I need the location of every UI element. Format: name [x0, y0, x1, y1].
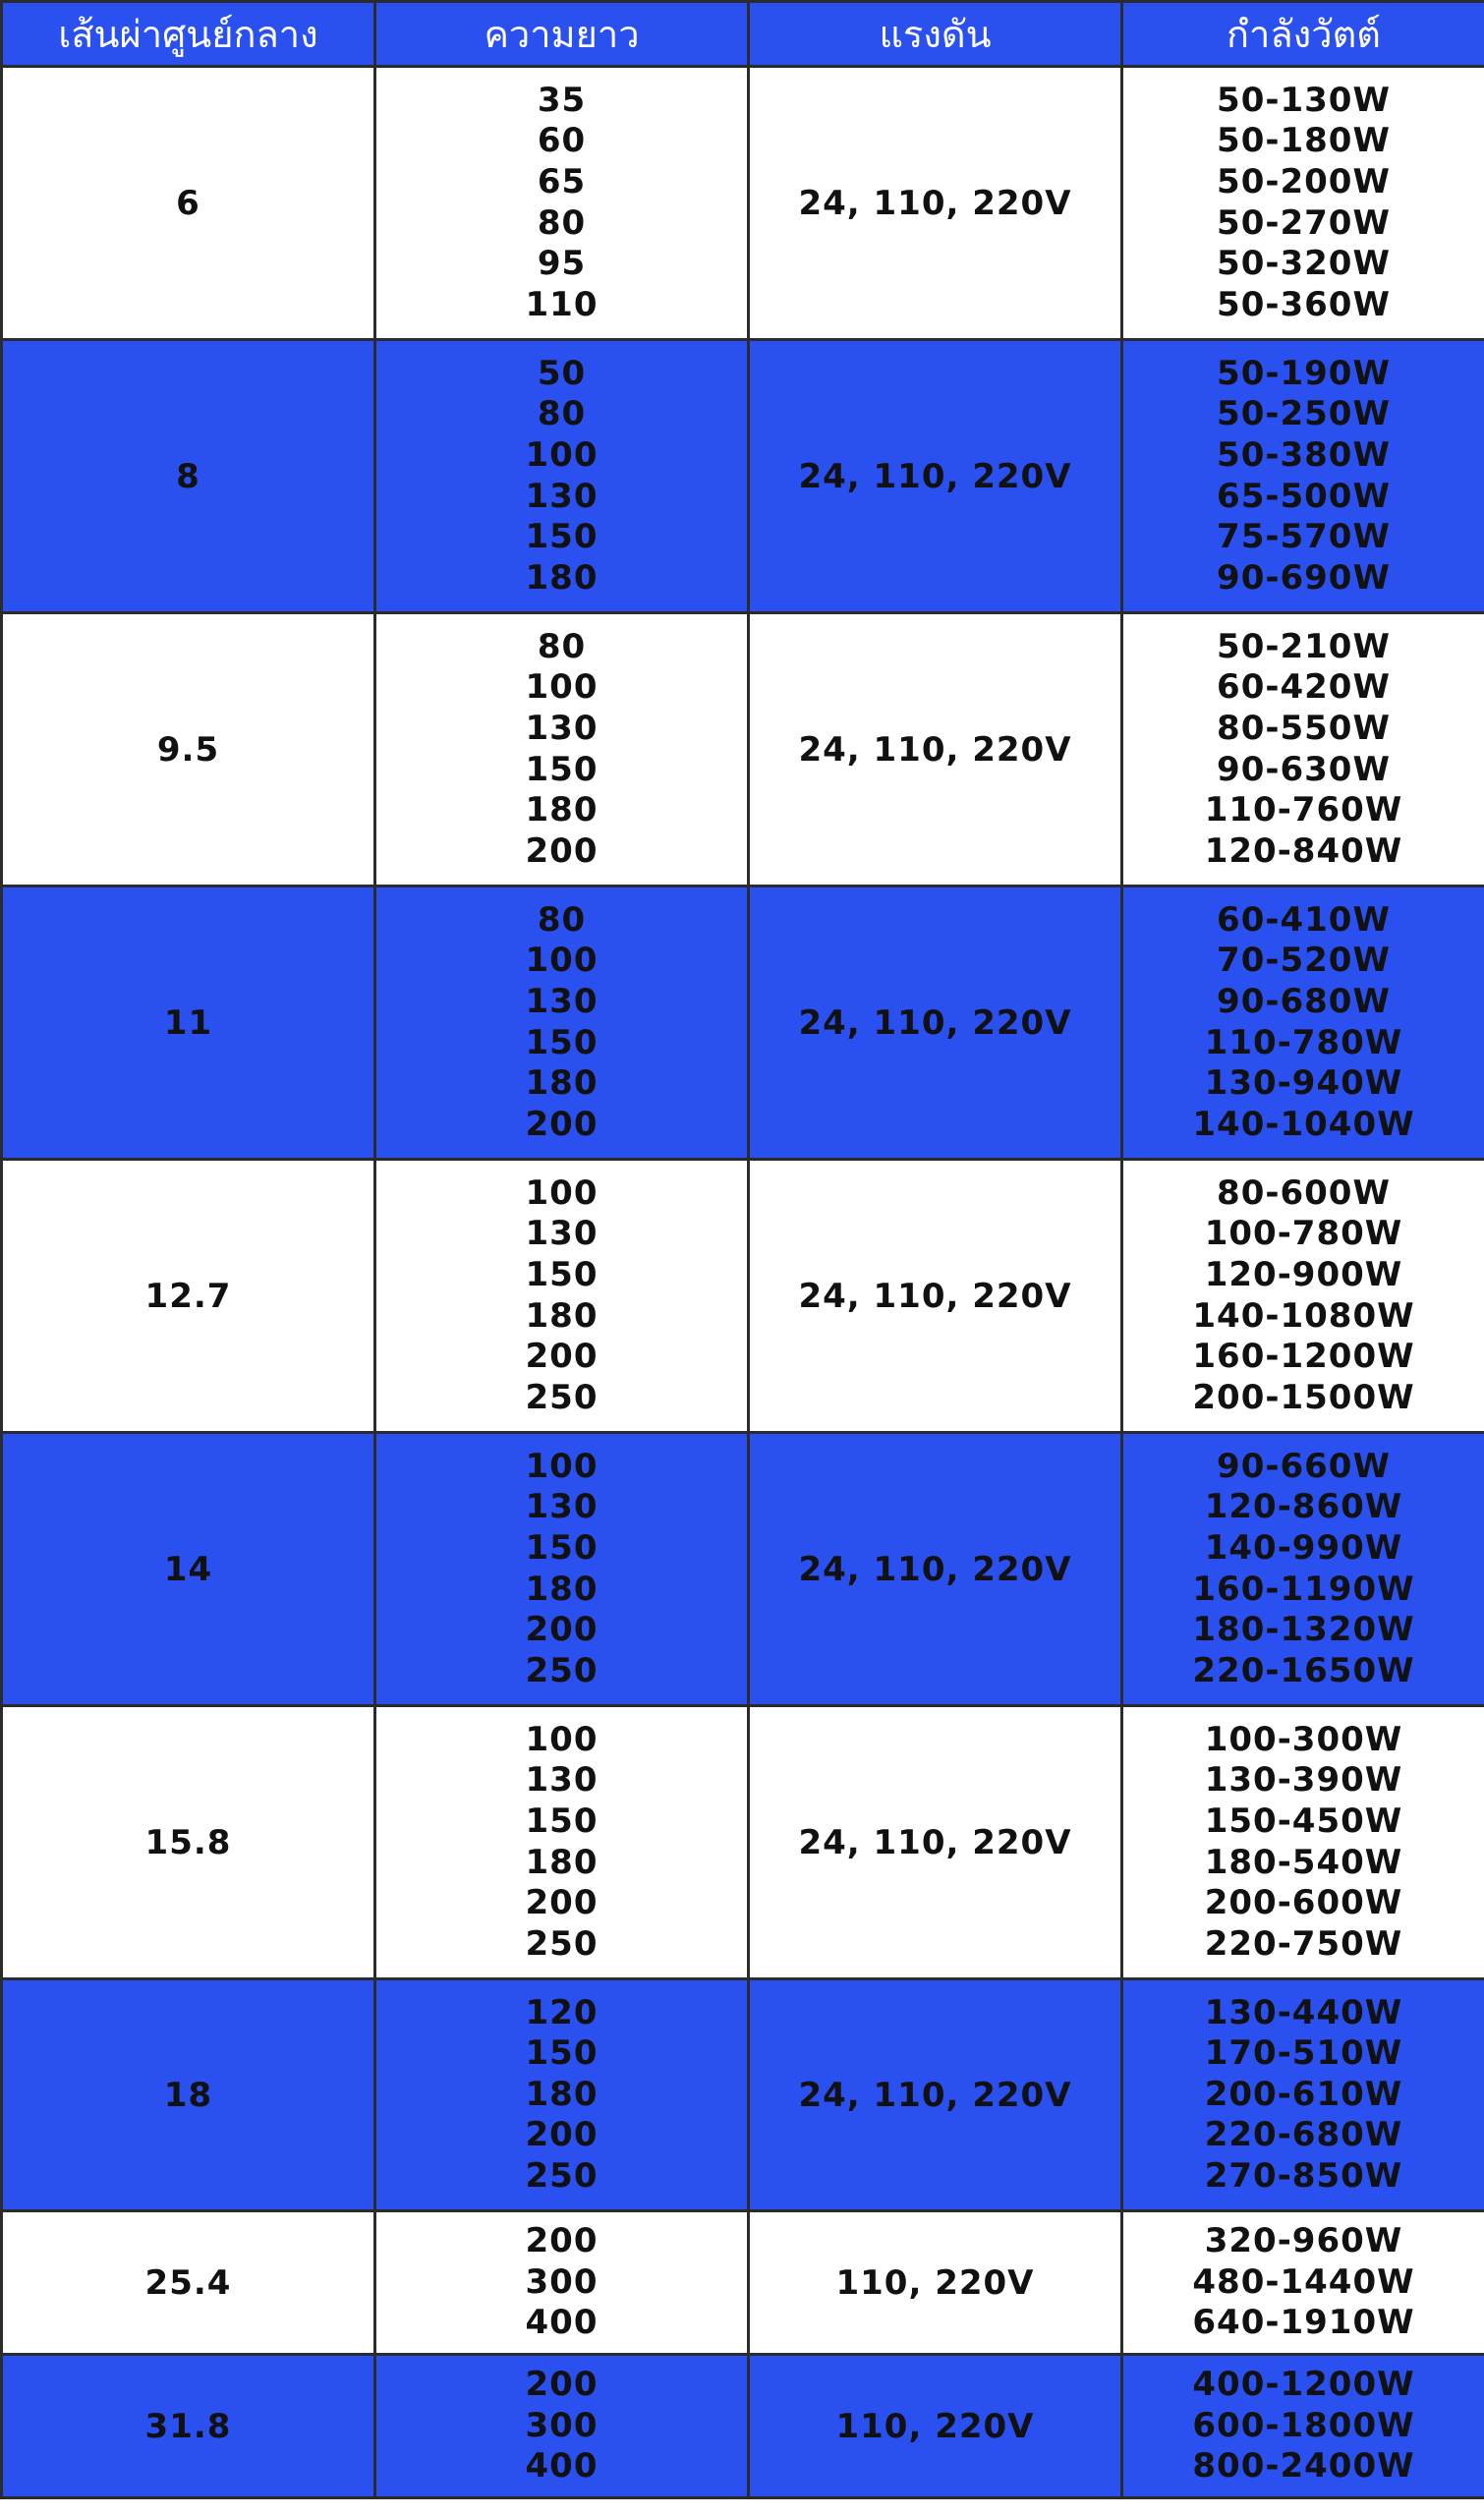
- wattage-value: 220-1650W: [1192, 1650, 1415, 1690]
- diameter-cell: 18: [2, 1979, 375, 2211]
- length-value: 150: [525, 517, 599, 557]
- wattage-value: 200-1500W: [1192, 1377, 1415, 1417]
- length-value: 150: [525, 1254, 599, 1294]
- wattage-value: 50-380W: [1217, 434, 1391, 475]
- length-value: 200: [525, 830, 599, 871]
- length-cell: [375, 1160, 749, 1433]
- diameter-cell: 8: [2, 340, 375, 613]
- table-row: [2, 2211, 1484, 2355]
- length-value: 250: [525, 1650, 599, 1690]
- header-wattage: กำลังวัตต์: [1122, 2, 1484, 67]
- table-body: [2, 67, 1484, 2498]
- wattage-cell: [1122, 1979, 1484, 2211]
- wattage-value: 180-540W: [1204, 1842, 1403, 1882]
- length-value: 200: [525, 1610, 599, 1650]
- wattage-value: 90-660W: [1217, 1446, 1391, 1486]
- voltage-cell: 24, 110, 220V: [749, 1160, 1122, 1433]
- length-value: 100: [525, 667, 599, 708]
- wattage-value: 320-960W: [1204, 2221, 1403, 2261]
- wattage-value: 90-680W: [1217, 981, 1391, 1021]
- length-value: 130: [525, 476, 599, 516]
- wattage-value: 220-680W: [1204, 2115, 1403, 2155]
- header-length: ความยาว: [375, 2, 749, 67]
- wattage-value: 180-1320W: [1192, 1610, 1415, 1650]
- wattage-value: 100-780W: [1204, 1214, 1403, 1254]
- wattage-cell: [1122, 67, 1484, 340]
- diameter-cell: 25.4: [2, 2211, 375, 2355]
- length-cell: [375, 1979, 749, 2211]
- table-row: [2, 1160, 1484, 1433]
- wattage-value: 100-300W: [1204, 1719, 1403, 1759]
- length-value: 200: [525, 2365, 599, 2405]
- voltage-cell: 24, 110, 220V: [749, 1433, 1122, 1706]
- length-value: 150: [525, 1527, 599, 1568]
- length-value: 130: [525, 708, 599, 748]
- wattage-value: 50-200W: [1217, 161, 1391, 201]
- wattage-cell: [1122, 2211, 1484, 2355]
- length-value: 300: [525, 2405, 599, 2445]
- length-cell: [375, 67, 749, 340]
- length-cell: [375, 340, 749, 613]
- wattage-value: 150-450W: [1204, 1801, 1403, 1841]
- length-cell: [375, 613, 749, 886]
- header-voltage: แรงดัน: [749, 2, 1122, 67]
- voltage-cell: 24, 110, 220V: [749, 340, 1122, 613]
- length-value: 100: [525, 434, 599, 475]
- length-value: 200: [525, 1104, 599, 1144]
- length-value: 65: [537, 161, 587, 201]
- length-value: 400: [525, 2303, 599, 2343]
- voltage-cell: 110, 220V: [749, 2355, 1122, 2498]
- wattage-value: 800-2400W: [1192, 2446, 1415, 2487]
- length-value: 180: [525, 1295, 599, 1336]
- length-value: 130: [525, 1214, 599, 1254]
- wattage-value: 120-900W: [1204, 1254, 1403, 1294]
- table-row: [2, 340, 1484, 613]
- wattage-value: 640-1910W: [1192, 2303, 1415, 2343]
- length-value: 180: [525, 1063, 599, 1104]
- wattage-value: 50-250W: [1217, 394, 1391, 434]
- length-value: 200: [525, 1883, 599, 1923]
- wattage-cell: [1122, 613, 1484, 886]
- voltage-cell: 110, 220V: [749, 2211, 1122, 2355]
- length-value: 60: [537, 121, 587, 161]
- wattage-value: 170-510W: [1204, 2033, 1403, 2074]
- wattage-value: 80-600W: [1217, 1172, 1391, 1213]
- wattage-cell: [1122, 340, 1484, 613]
- table-header-row: [2, 2, 1484, 67]
- wattage-value: 65-500W: [1217, 476, 1391, 516]
- wattage-value: 160-1200W: [1192, 1337, 1415, 1377]
- wattage-value: 60-420W: [1217, 667, 1391, 708]
- voltage-cell: 24, 110, 220V: [749, 886, 1122, 1160]
- wattage-value: 90-630W: [1217, 749, 1391, 789]
- wattage-cell: [1122, 1160, 1484, 1433]
- length-value: 180: [525, 790, 599, 830]
- table-row: [2, 67, 1484, 340]
- length-cell: [375, 1433, 749, 1706]
- length-value: 150: [525, 1022, 599, 1062]
- wattage-value: 50-210W: [1217, 626, 1391, 666]
- wattage-cell: [1122, 1433, 1484, 1706]
- voltage-cell: 24, 110, 220V: [749, 1706, 1122, 1979]
- length-value: 100: [525, 1172, 599, 1213]
- length-value: 250: [525, 2155, 599, 2196]
- length-value: 80: [537, 202, 587, 243]
- diameter-cell: 6: [2, 67, 375, 340]
- length-value: 95: [537, 244, 587, 284]
- wattage-value: 130-440W: [1204, 1992, 1403, 2032]
- wattage-value: 50-270W: [1217, 202, 1391, 243]
- wattage-value: 60-410W: [1217, 899, 1391, 940]
- length-value: 100: [525, 1446, 599, 1486]
- wattage-value: 600-1800W: [1192, 2405, 1415, 2445]
- wattage-value: 50-320W: [1217, 244, 1391, 284]
- table-row: [2, 613, 1484, 886]
- wattage-value: 200-610W: [1204, 2074, 1403, 2114]
- wattage-value: 110-760W: [1204, 790, 1403, 830]
- wattage-value: 90-690W: [1217, 557, 1391, 598]
- length-value: 100: [525, 1719, 599, 1759]
- wattage-value: 75-570W: [1217, 517, 1391, 557]
- length-value: 150: [525, 749, 599, 789]
- length-value: 200: [525, 2115, 599, 2155]
- wattage-value: 120-840W: [1204, 830, 1403, 871]
- wattage-value: 130-940W: [1204, 1063, 1403, 1104]
- wattage-value: 400-1200W: [1192, 2365, 1415, 2405]
- wattage-value: 80-550W: [1217, 708, 1391, 748]
- length-value: 250: [525, 1377, 599, 1417]
- length-cell: [375, 2211, 749, 2355]
- wattage-cell: [1122, 2355, 1484, 2498]
- wattage-value: 140-1040W: [1192, 1104, 1415, 1144]
- wattage-value: 120-860W: [1204, 1487, 1403, 1527]
- wattage-value: 200-600W: [1204, 1883, 1403, 1923]
- wattage-value: 50-360W: [1217, 284, 1391, 324]
- diameter-cell: 14: [2, 1433, 375, 1706]
- length-value: 130: [525, 1487, 599, 1527]
- voltage-cell: 24, 110, 220V: [749, 67, 1122, 340]
- diameter-cell: 11: [2, 886, 375, 1160]
- wattage-value: 140-1080W: [1192, 1295, 1415, 1336]
- length-value: 150: [525, 2033, 599, 2074]
- length-value: 50: [537, 353, 587, 393]
- length-value: 130: [525, 1760, 599, 1801]
- diameter-cell: 31.8: [2, 2355, 375, 2498]
- wattage-value: 50-180W: [1217, 121, 1391, 161]
- length-value: 400: [525, 2446, 599, 2487]
- length-cell: [375, 1706, 749, 1979]
- table-row: [2, 1433, 1484, 1706]
- length-value: 180: [525, 1569, 599, 1609]
- length-value: 110: [525, 284, 599, 324]
- diameter-cell: 9.5: [2, 613, 375, 886]
- length-value: 35: [537, 80, 587, 120]
- wattage-value: 480-1440W: [1192, 2261, 1415, 2302]
- wattage-value: 160-1190W: [1192, 1569, 1415, 1609]
- diameter-cell: 12.7: [2, 1160, 375, 1433]
- wattage-value: 50-190W: [1217, 353, 1391, 393]
- table-row: [2, 1706, 1484, 1979]
- length-value: 180: [525, 1842, 599, 1882]
- table-row: [2, 886, 1484, 1160]
- wattage-cell: [1122, 1706, 1484, 1979]
- wattage-value: 50-130W: [1217, 80, 1391, 120]
- length-value: 180: [525, 2074, 599, 2114]
- voltage-cell: 24, 110, 220V: [749, 1979, 1122, 2211]
- length-value: 130: [525, 981, 599, 1021]
- length-value: 150: [525, 1801, 599, 1841]
- length-cell: [375, 2355, 749, 2498]
- length-value: 80: [537, 394, 587, 434]
- table-row: [2, 2355, 1484, 2498]
- diameter-cell: 15.8: [2, 1706, 375, 1979]
- wattage-value: 70-520W: [1217, 941, 1391, 981]
- length-value: 250: [525, 1923, 599, 1964]
- length-cell: [375, 886, 749, 1160]
- wattage-value: 130-390W: [1204, 1760, 1403, 1801]
- length-value: 80: [537, 899, 587, 940]
- voltage-cell: 24, 110, 220V: [749, 613, 1122, 886]
- wattage-value: 140-990W: [1204, 1527, 1403, 1568]
- length-value: 120: [525, 1992, 599, 2032]
- wattage-cell: [1122, 886, 1484, 1160]
- length-value: 200: [525, 2221, 599, 2261]
- length-value: 300: [525, 2261, 599, 2302]
- header-diameter: เส้นผ่าศูนย์กลาง: [2, 2, 375, 67]
- length-value: 80: [537, 626, 587, 666]
- length-value: 180: [525, 557, 599, 598]
- table-row: [2, 1979, 1484, 2211]
- length-value: 200: [525, 1337, 599, 1377]
- length-value: 100: [525, 941, 599, 981]
- wattage-value: 110-780W: [1204, 1022, 1403, 1062]
- wattage-value: 220-750W: [1204, 1923, 1403, 1964]
- wattage-value: 270-850W: [1204, 2155, 1403, 2196]
